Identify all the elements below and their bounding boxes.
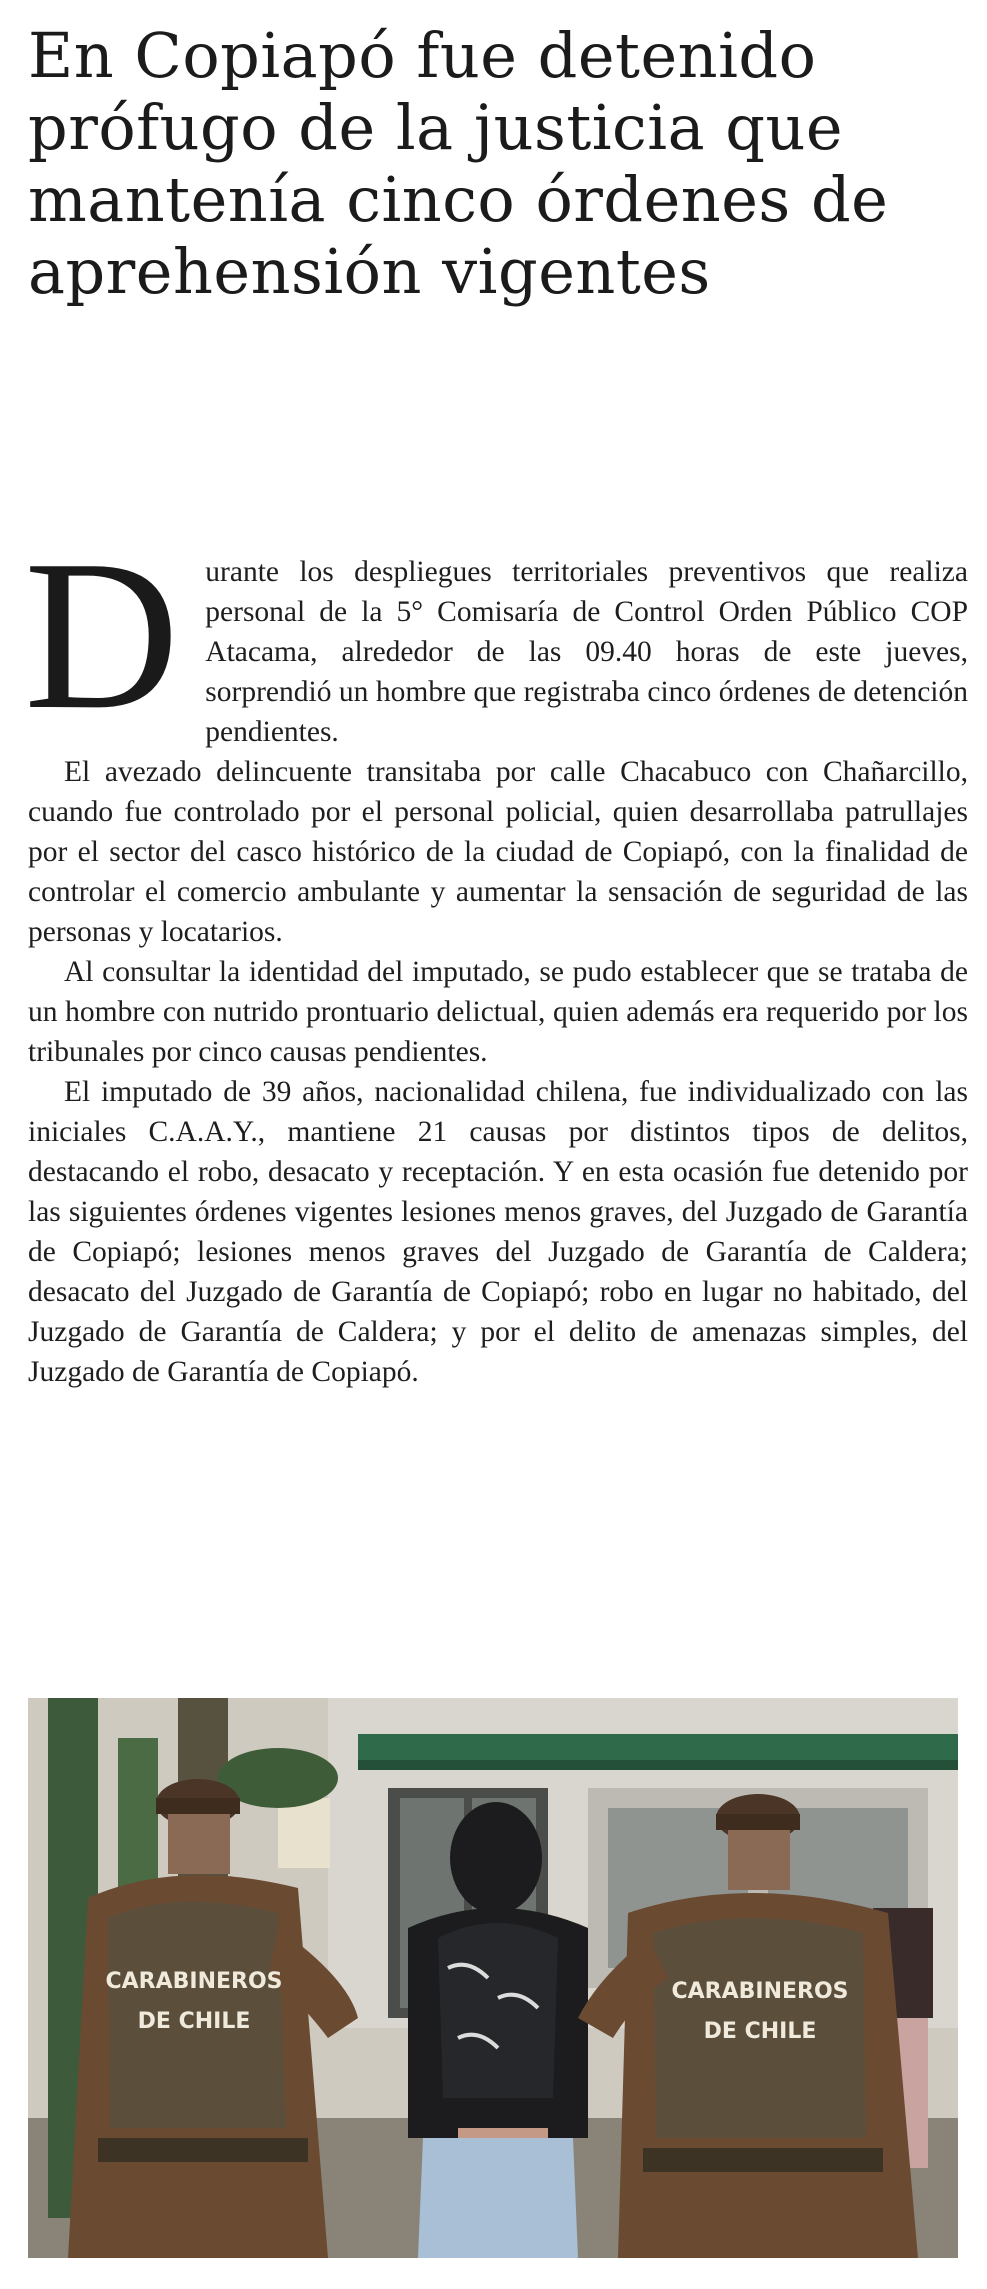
drop-cap: D	[24, 515, 180, 754]
article-paragraph-3: Al consultar la identidad del imputado, se pudo establecer que se trataba de un hombre con nutrido prontuario delictual, quien además era requerido por los tribunales por cinco causas pendientes.	[28, 956, 968, 1068]
arrest-photo-illustration	[28, 1698, 958, 2258]
article-body	[24, 515, 968, 1392]
article-paragraph-1	[24, 515, 968, 754]
vest-right-line1: CARABINEROS	[671, 1979, 849, 2004]
wall-sign	[278, 1798, 330, 1868]
article-headline: En Copiapó fue detenido prófugo de la justicia que mantenía cinco órdenes de aprehensión vigentes	[28, 19, 889, 308]
article-paragraph-4: El imputado de 39 años, nacionalidad chilena, fue individualizado con las iniciales C.A.A.Y., mantiene 21 causas por distintos tipos de delitos, destacando el robo, desacato y receptación. Y en esta ocasión fue detenido por las siguientes órdenes vigentes lesiones menos graves, del Juzgado de Garantía de Copiapó; lesiones menos graves del Juzgado de Garantía de Caldera; desacato del Juzgado de Garantía de Copiapó; robo en lugar no habitado, del Juzgado de Garantía de Caldera; y por el delito de amenazas simples, del Juzgado de Garantía de Copiapó.	[28, 1076, 968, 1388]
vest-right-line2: DE CHILE	[703, 2019, 817, 2044]
paragraph-1-text: urante los despliegues territoriales preventivos que realiza personal de la 5° Comisaría de Control Orden Público COP Atacama, alrededor de las 09.40 horas de este jueves, sorprendió un hombre que registraba cinco órdenes de detención pendientes.	[205, 556, 968, 748]
green-awning	[358, 1734, 958, 1760]
vest-left-line1: CARABINEROS	[105, 1969, 283, 1994]
article-photo	[28, 1698, 958, 2258]
article-paragraph-2: El avezado delincuente transitaba por calle Chacabuco con Chañarcillo, cuando fue controlado por el personal policial, quien desarrollaba patrullajes por el sector del casco histórico de la ciudad de Copiapó, con la finalidad de controlar el comercio ambulante y aumentar la sensación de seguridad de las personas y locatarios.	[28, 756, 968, 948]
vest-left-line2: DE CHILE	[137, 2009, 251, 2034]
